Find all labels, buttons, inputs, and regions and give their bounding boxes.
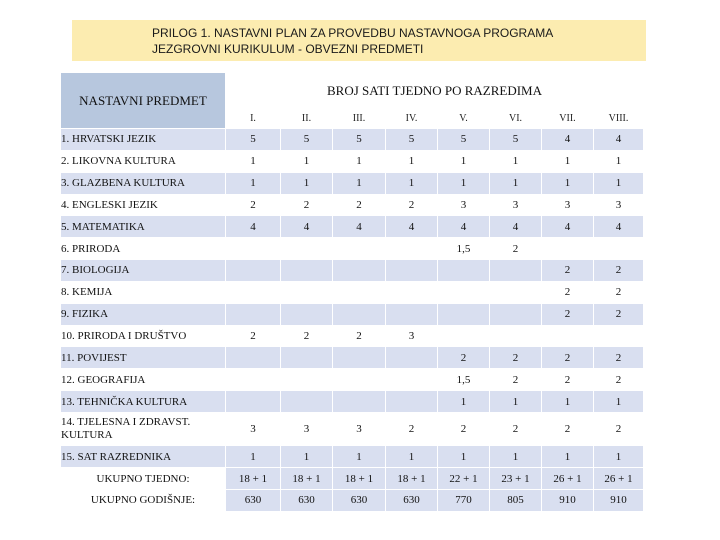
grade-header: V.	[438, 109, 490, 129]
hours-cell: 1	[333, 150, 386, 172]
grade-header: I.	[226, 109, 281, 129]
hours-cell	[226, 369, 281, 391]
hours-cell	[594, 325, 644, 347]
hours-cell	[386, 260, 438, 282]
hours-cell: 1	[281, 172, 333, 194]
yearly-total-label: UKUPNO GODIŠNJE:	[61, 489, 226, 511]
hours-cell: 4	[594, 129, 644, 151]
hours-cell: 2	[594, 369, 644, 391]
grade-header: VII.	[542, 109, 594, 129]
hours-cell: 2	[594, 303, 644, 325]
hours-cell: 1	[386, 150, 438, 172]
table-row	[61, 325, 644, 347]
hours-cell: 1	[594, 446, 644, 468]
hours-cell: 4	[438, 216, 490, 238]
hours-cell: 3	[281, 412, 333, 445]
hours-cell: 4	[542, 129, 594, 151]
hours-cell: 1	[490, 150, 542, 172]
subject-name: 2. LIKOVNA KULTURA	[61, 150, 226, 172]
subject-name: 12. GEOGRAFIJA	[61, 369, 226, 391]
hours-cell: 1	[281, 446, 333, 468]
subject-name: 9. FIZIKA	[61, 303, 226, 325]
hours-cell: 2	[281, 194, 333, 216]
subject-name: 1. HRVATSKI JEZIK	[61, 129, 226, 151]
subject-name: 10. PRIRODA I DRUŠTVO	[61, 325, 226, 347]
hours-cell: 2	[386, 194, 438, 216]
hours-cell: 2	[226, 194, 281, 216]
hours-cell	[333, 303, 386, 325]
hours-cell: 2	[542, 260, 594, 282]
hours-cell	[226, 391, 281, 413]
weekly-total-label: UKUPNO TJEDNO:	[61, 468, 226, 490]
hours-cell	[386, 281, 438, 303]
subject-name: 11. POVIJEST	[61, 347, 226, 369]
weekly-total-cell: 22 + 1	[438, 468, 490, 490]
table-row	[61, 150, 644, 172]
table-row	[61, 446, 644, 468]
hours-cell	[386, 347, 438, 369]
hours-cell	[226, 347, 281, 369]
hours-cell: 3	[542, 194, 594, 216]
hours-cell: 4	[281, 216, 333, 238]
hours-cell: 2	[281, 325, 333, 347]
hours-cell	[438, 260, 490, 282]
hours-cell: 3	[386, 325, 438, 347]
subject-name: 13. TEHNIČKA KULTURA	[61, 391, 226, 413]
hours-cell: 2	[542, 369, 594, 391]
hours-cell	[490, 303, 542, 325]
weekly-total-cell: 23 + 1	[490, 468, 542, 490]
hours-cell: 1	[438, 391, 490, 413]
hours-cell: 2	[438, 412, 490, 445]
hours-cell: 1	[226, 150, 281, 172]
subject-name: 3. GLAZBENA KULTURA	[61, 172, 226, 194]
weekly-total-cell: 18 + 1	[226, 468, 281, 490]
hours-cell: 1	[386, 172, 438, 194]
weekly-total-cell: 26 + 1	[542, 468, 594, 490]
table-row	[61, 260, 644, 282]
hours-cell	[333, 260, 386, 282]
hours-cell	[438, 303, 490, 325]
subject-name: 6. PRIRODA	[61, 238, 226, 260]
table-row	[61, 391, 644, 413]
hours-cell	[226, 260, 281, 282]
hours-cell: 1,5	[438, 238, 490, 260]
hours-cell: 2	[594, 347, 644, 369]
hours-cell: 1	[333, 172, 386, 194]
curriculum-table	[60, 72, 644, 512]
hours-cell: 3	[490, 194, 542, 216]
hours-cell: 1	[542, 172, 594, 194]
subject-name: 5. MATEMATIKA	[61, 216, 226, 238]
hours-cell: 1	[438, 150, 490, 172]
hours-cell: 1	[594, 172, 644, 194]
hours-cell	[226, 303, 281, 325]
yearly-total-row	[61, 489, 644, 511]
grade-header: II.	[281, 109, 333, 129]
hours-cell: 1	[438, 172, 490, 194]
hours-cell: 1	[542, 150, 594, 172]
hours-per-week-header: BROJ SATI TJEDNO PO RAZREDIMA	[226, 73, 644, 109]
hours-cell	[386, 369, 438, 391]
hours-cell: 2	[386, 412, 438, 445]
hours-cell	[226, 281, 281, 303]
hours-cell	[333, 369, 386, 391]
hours-cell	[490, 325, 542, 347]
weekly-total-cell: 18 + 1	[333, 468, 386, 490]
hours-cell	[281, 260, 333, 282]
hours-cell	[490, 281, 542, 303]
hours-cell	[281, 347, 333, 369]
hours-cell: 1	[542, 446, 594, 468]
hours-cell: 2	[490, 369, 542, 391]
hours-cell: 5	[386, 129, 438, 151]
table-row	[61, 281, 644, 303]
table-row	[61, 129, 644, 151]
table-row	[61, 303, 644, 325]
hours-cell: 1	[594, 150, 644, 172]
hours-cell: 5	[438, 129, 490, 151]
hours-cell: 2	[490, 412, 542, 445]
yearly-total-cell: 630	[333, 489, 386, 511]
hours-cell	[542, 238, 594, 260]
hours-cell	[333, 238, 386, 260]
hours-cell	[281, 238, 333, 260]
hours-cell: 3	[226, 412, 281, 445]
grade-header: VI.	[490, 109, 542, 129]
hours-cell: 2	[542, 281, 594, 303]
grade-header: VIII.	[594, 109, 644, 129]
hours-cell	[386, 391, 438, 413]
hours-cell	[281, 391, 333, 413]
yearly-total-cell: 630	[281, 489, 333, 511]
hours-cell: 1	[281, 150, 333, 172]
hours-cell: 2	[333, 194, 386, 216]
subject-name: 7. BIOLOGIJA	[61, 260, 226, 282]
weekly-total-cell: 26 + 1	[594, 468, 644, 490]
hours-cell	[333, 281, 386, 303]
hours-cell	[438, 281, 490, 303]
hours-cell: 1	[226, 172, 281, 194]
grade-header: III.	[333, 109, 386, 129]
table-row	[61, 238, 644, 260]
weekly-total-cell: 18 + 1	[386, 468, 438, 490]
hours-cell: 4	[386, 216, 438, 238]
hours-cell	[333, 391, 386, 413]
hours-cell: 2	[542, 303, 594, 325]
yearly-total-cell: 910	[542, 489, 594, 511]
subject-name: 4. ENGLESKI JEZIK	[61, 194, 226, 216]
hours-cell	[333, 347, 386, 369]
title-line-1: PRILOG 1. NASTAVNI PLAN ZA PROVEDBU NASTAVNOGA PROGRAMA	[152, 26, 554, 40]
hours-cell: 2	[542, 347, 594, 369]
subject-name: 8. KEMIJA	[61, 281, 226, 303]
hours-cell	[281, 303, 333, 325]
subject-name: 15. SAT RAZREDNIKA	[61, 446, 226, 468]
yearly-total-cell: 630	[386, 489, 438, 511]
hours-cell	[386, 238, 438, 260]
hours-cell: 3	[594, 194, 644, 216]
table-row	[61, 347, 644, 369]
hours-cell: 5	[226, 129, 281, 151]
yearly-total-cell: 770	[438, 489, 490, 511]
hours-cell: 2	[226, 325, 281, 347]
table-row	[61, 369, 644, 391]
hours-cell	[281, 369, 333, 391]
hours-cell: 4	[490, 216, 542, 238]
hours-cell: 2	[490, 238, 542, 260]
hours-cell: 5	[490, 129, 542, 151]
hours-cell: 1,5	[438, 369, 490, 391]
table-row	[61, 194, 644, 216]
hours-cell: 1	[490, 172, 542, 194]
hours-cell	[386, 303, 438, 325]
hours-cell: 2	[490, 347, 542, 369]
hours-cell	[438, 325, 490, 347]
hours-cell: 2	[594, 281, 644, 303]
hours-cell: 2	[438, 347, 490, 369]
hours-cell: 4	[333, 216, 386, 238]
hours-cell: 1	[594, 391, 644, 413]
document-title	[72, 20, 646, 61]
yearly-total-cell: 910	[594, 489, 644, 511]
weekly-total-row	[61, 468, 644, 490]
hours-cell	[281, 281, 333, 303]
hours-cell: 3	[438, 194, 490, 216]
hours-cell	[594, 238, 644, 260]
hours-cell: 2	[594, 412, 644, 445]
hours-cell	[490, 260, 542, 282]
grade-header: IV.	[386, 109, 438, 129]
table-row	[61, 412, 644, 445]
hours-cell: 2	[333, 325, 386, 347]
hours-cell: 4	[594, 216, 644, 238]
hours-cell: 3	[333, 412, 386, 445]
hours-cell: 1	[386, 446, 438, 468]
hours-cell: 5	[333, 129, 386, 151]
yearly-total-cell: 630	[226, 489, 281, 511]
hours-cell	[226, 238, 281, 260]
table-row	[61, 216, 644, 238]
weekly-total-cell: 18 + 1	[281, 468, 333, 490]
hours-cell: 1	[226, 446, 281, 468]
table-row	[61, 172, 644, 194]
hours-cell: 1	[542, 391, 594, 413]
hours-cell: 1	[490, 446, 542, 468]
subject-name: 14. TJELESNA I ZDRAVST. KULTURA	[61, 412, 226, 445]
hours-cell	[542, 325, 594, 347]
hours-cell: 1	[333, 446, 386, 468]
hours-cell: 1	[438, 446, 490, 468]
hours-cell: 4	[226, 216, 281, 238]
title-line-2: JEZGROVNI KURIKULUM - OBVEZNI PREDMETI	[152, 42, 424, 56]
hours-cell: 5	[281, 129, 333, 151]
subject-column-header: NASTAVNI PREDMET	[61, 73, 226, 129]
hours-cell: 4	[542, 216, 594, 238]
hours-cell: 2	[594, 260, 644, 282]
hours-cell: 2	[542, 412, 594, 445]
yearly-total-cell: 805	[490, 489, 542, 511]
hours-cell: 1	[490, 391, 542, 413]
